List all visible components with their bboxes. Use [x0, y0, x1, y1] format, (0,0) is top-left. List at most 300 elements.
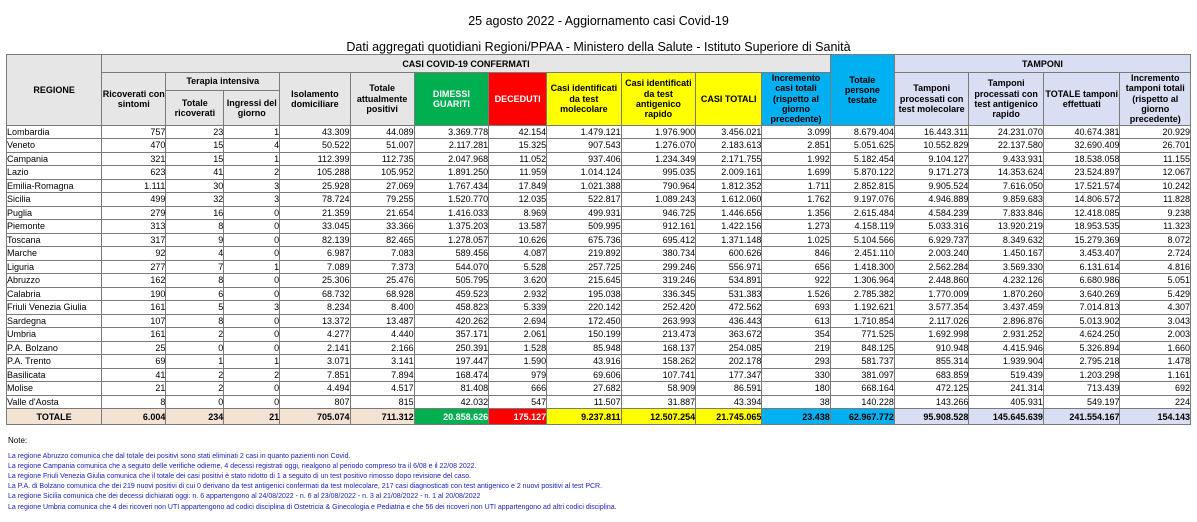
cell-value: 0: [224, 247, 280, 261]
cell-value: 7: [166, 260, 224, 274]
cell-value: 771.525: [830, 328, 894, 342]
cell-value: 3.640.269: [1043, 287, 1120, 301]
cell-value: 907.543: [547, 139, 622, 153]
cell-value: 161: [102, 301, 166, 315]
cell-value: 0: [224, 220, 280, 234]
cell-value: 41: [102, 368, 166, 382]
cell-value: 668.164: [830, 382, 894, 396]
cell-value: 1.767.434: [414, 179, 489, 193]
cell-value: 0: [224, 287, 280, 301]
cell-value: 2.141: [280, 341, 350, 355]
cell-regione: P.A. Bolzano: [7, 341, 102, 355]
cell-value: 177.347: [696, 368, 762, 382]
cell-value: 4.624.250: [1043, 328, 1120, 342]
cell-regione: Sicilia: [7, 193, 102, 207]
cell-value: 11.828: [1120, 193, 1191, 207]
cell-value: 14.353.624: [969, 166, 1044, 180]
cell-value: 2.724: [1120, 247, 1191, 261]
cell-value: 2: [166, 368, 224, 382]
cell-value: 472.125: [894, 382, 969, 396]
cell-total-value: 145.645.639: [969, 409, 1044, 425]
table-row: [7, 247, 1191, 261]
cell-value: 3.569.330: [969, 260, 1044, 274]
cell-value: 68.928: [350, 287, 414, 301]
cell-value: 27.069: [350, 179, 414, 193]
cell-value: 9.238: [1120, 206, 1191, 220]
cell-value: 4.158.119: [830, 220, 894, 234]
cell-value: 1: [224, 260, 280, 274]
cell-value: 32: [166, 193, 224, 207]
cell-total-value: 23.438: [762, 409, 830, 425]
cell-value: 8.679.404: [830, 125, 894, 139]
cell-value: 6.680.986: [1043, 274, 1120, 288]
cell-value: 656: [762, 260, 830, 274]
cell-regione: Abruzzo: [7, 274, 102, 288]
note-item: La regione Friuli Venezia Giulia comunica che il totale dei casi positivi è stato ridotto di 1 a seguito di un test positivo rimosso dopo revisione del caso.: [8, 473, 472, 481]
cell-value: 33.366: [350, 220, 414, 234]
cell-value: 21: [102, 382, 166, 396]
cell-value: 380.734: [621, 247, 696, 261]
cell-regione: Lombardia: [7, 125, 102, 139]
cell-value: 3: [224, 179, 280, 193]
cell-value: 519.439: [969, 368, 1044, 382]
cell-value: 2.061: [489, 328, 547, 342]
cell-value: 42.154: [489, 125, 547, 139]
cell-total-value: 711.312: [350, 409, 414, 425]
cell-value: 219.892: [547, 247, 622, 261]
cell-value: 910.948: [894, 341, 969, 355]
cell-value: 2.785.382: [830, 287, 894, 301]
table-row: [7, 179, 1191, 193]
cell-value: 846: [762, 247, 830, 261]
cell-value: 0: [224, 233, 280, 247]
cell-value: 1.161: [1120, 368, 1191, 382]
cell-value: 15: [166, 139, 224, 153]
cell-value: 11.155: [1120, 152, 1191, 166]
cell-regione: Emilia-Romagna: [7, 179, 102, 193]
cell-value: 38: [762, 395, 830, 409]
cell-value: 4.232.126: [969, 274, 1044, 288]
cell-value: 17.849: [489, 179, 547, 193]
cell-value: 25.928: [280, 179, 350, 193]
note-item: La P.A. di Bolzano comunica che dei 219 nuovi positivi di cui 0 derivano da test antigenici confermati da test molecolare, 217 casi diagnosticati con test antigenico e 2 nuovi positivi al test PCR.: [8, 483, 603, 491]
cell-value: 92: [102, 247, 166, 261]
cell-value: 1.528: [489, 341, 547, 355]
table-row: [7, 287, 1191, 301]
cell-value: 107.741: [621, 368, 696, 382]
cell-value: 4.440: [350, 328, 414, 342]
cell-value: 168.137: [621, 341, 696, 355]
cell-value: 4.816: [1120, 260, 1191, 274]
cell-value: 1.891.250: [414, 166, 489, 180]
cell-value: 215.645: [547, 274, 622, 288]
cell-value: 5.339: [489, 301, 547, 315]
cell-value: 26.701: [1120, 139, 1191, 153]
cell-value: 531.383: [696, 287, 762, 301]
cell-value: 1.306.964: [830, 274, 894, 288]
cell-value: 1.812.352: [696, 179, 762, 193]
cell-value: 3.620: [489, 274, 547, 288]
cell-value: 82.465: [350, 233, 414, 247]
cell-value: 1.014.124: [547, 166, 622, 180]
col-header-casi-test-molecolare: Casi identificati da test molecolare: [547, 73, 622, 126]
cell-value: 42.032: [414, 395, 489, 409]
cell-value: 0: [224, 395, 280, 409]
cell-value: 8.349.632: [969, 233, 1044, 247]
cell-value: 3: [224, 193, 280, 207]
cell-value: 1.976.900: [621, 125, 696, 139]
cell-value: 69.606: [547, 368, 622, 382]
table-row: [7, 125, 1191, 139]
cell-value: 499: [102, 193, 166, 207]
cell-value: 161: [102, 328, 166, 342]
cell-value: 317: [102, 233, 166, 247]
cell-value: 459.523: [414, 287, 489, 301]
cell-value: 0: [166, 395, 224, 409]
cell-value: 11.323: [1120, 220, 1191, 234]
cell-value: 1.870.260: [969, 287, 1044, 301]
cell-value: 2.183.613: [696, 139, 762, 153]
cell-value: 354: [762, 328, 830, 342]
cell-value: 20.929: [1120, 125, 1191, 139]
cell-value: 544.070: [414, 260, 489, 274]
cell-value: 13.372: [280, 314, 350, 328]
cell-total-value: 62.967.772: [830, 409, 894, 425]
cell-value: 44.089: [350, 125, 414, 139]
table-row: [7, 314, 1191, 328]
cell-total-value: 95.908.528: [894, 409, 969, 425]
group-header-terapia-intensiva: Terapia intensiva: [166, 73, 280, 91]
cell-value: 1: [224, 355, 280, 369]
cell-value: 14.806.572: [1043, 193, 1120, 207]
cell-value: 3.577.354: [894, 301, 969, 315]
cell-value: 1.590: [489, 355, 547, 369]
cell-value: 0: [224, 382, 280, 396]
cell-value: 0: [166, 341, 224, 355]
table-total-row: [7, 409, 1191, 425]
cell-value: 405.931: [969, 395, 1044, 409]
cell-value: 8: [102, 395, 166, 409]
cell-value: 18.538.058: [1043, 152, 1120, 166]
cell-value: 381.097: [830, 368, 894, 382]
cell-value: 3.099: [762, 125, 830, 139]
cell-value: 16.443.311: [894, 125, 969, 139]
cell-value: 1.276.070: [621, 139, 696, 153]
cell-regione: Toscana: [7, 233, 102, 247]
cell-value: 43.309: [280, 125, 350, 139]
cell-value: 2.562.284: [894, 260, 969, 274]
cell-value: 82.139: [280, 233, 350, 247]
cell-value: 257.725: [547, 260, 622, 274]
cell-value: 277: [102, 260, 166, 274]
cell-regione: Liguria: [7, 260, 102, 274]
cell-value: 470: [102, 139, 166, 153]
cell-value: 2.896.876: [969, 314, 1044, 328]
cell-value: 2.117.026: [894, 314, 969, 328]
col-header-tamponi-molecolare: Tamponi processati con test molecolare: [894, 73, 969, 126]
cell-value: 549.197: [1043, 395, 1120, 409]
table-row: [7, 395, 1191, 409]
cell-value: 162: [102, 274, 166, 288]
col-header-deceduti: DECEDUTI: [489, 73, 547, 126]
cell-value: 1.939.904: [969, 355, 1044, 369]
col-header-ricoverati-con-sintomi: Ricoverati con sintomi: [102, 73, 166, 126]
cell-value: 1.111: [102, 179, 166, 193]
cell-value: 2.003: [1120, 328, 1191, 342]
cell-value: 1.770.009: [894, 287, 969, 301]
cell-value: 1.089.243: [621, 193, 696, 207]
cell-value: 105.288: [280, 166, 350, 180]
cell-value: 112.399: [280, 152, 350, 166]
cell-value: 922: [762, 274, 830, 288]
cell-value: 2.047.968: [414, 152, 489, 166]
cell-total-value: 705.074: [280, 409, 350, 425]
cell-value: 8: [166, 314, 224, 328]
cell-value: 81.408: [414, 382, 489, 396]
cell-value: 2: [166, 382, 224, 396]
cell-value: 0: [224, 314, 280, 328]
cell-value: 7.894: [350, 368, 414, 382]
cell-value: 547: [489, 395, 547, 409]
cell-value: 995.035: [621, 166, 696, 180]
cell-value: 1.021.388: [547, 179, 622, 193]
cell-value: 2.451.110: [830, 247, 894, 261]
cell-value: 1.711: [762, 179, 830, 193]
cell-value: 16: [166, 206, 224, 220]
cell-value: 250.391: [414, 341, 489, 355]
cell-value: 33.045: [280, 220, 350, 234]
cell-value: 10.552.829: [894, 139, 969, 153]
cell-value: 5.104.566: [830, 233, 894, 247]
col-header-regione: REGIONE: [7, 55, 102, 126]
cell-value: 1.450.167: [969, 247, 1044, 261]
cell-value: 5: [166, 301, 224, 315]
cell-value: 69: [102, 355, 166, 369]
cell-value: 3.369.778: [414, 125, 489, 139]
cell-value: 534.891: [696, 274, 762, 288]
cell-value: 79.255: [350, 193, 414, 207]
cell-value: 1: [224, 152, 280, 166]
cell-value: 17.521.574: [1043, 179, 1120, 193]
cell-value: 4.584.239: [894, 206, 969, 220]
cell-value: 43.916: [547, 355, 622, 369]
cell-value: 581.737: [830, 355, 894, 369]
cell-value: 22.137.580: [969, 139, 1044, 153]
cell-value: 1: [166, 355, 224, 369]
cell-value: 1.479.121: [547, 125, 622, 139]
cell-value: 6.987: [280, 247, 350, 261]
cell-regione: Puglia: [7, 206, 102, 220]
cell-value: 7.851: [280, 368, 350, 382]
cell-value: 1.992: [762, 152, 830, 166]
cell-value: 790.964: [621, 179, 696, 193]
cell-value: 3.456.021: [696, 125, 762, 139]
cell-value: 15: [166, 152, 224, 166]
cell-value: 946.725: [621, 206, 696, 220]
cell-value: 1.418.300: [830, 260, 894, 274]
cell-total-value: 9.237.811: [547, 409, 622, 425]
cell-value: 3.071: [280, 355, 350, 369]
cell-value: 3.043: [1120, 314, 1191, 328]
col-header-tamponi-antigenico: Tamponi processati con test antigenico rapido: [969, 73, 1044, 126]
cell-value: 1.446.656: [696, 206, 762, 220]
cell-value: 2.166: [350, 341, 414, 355]
cell-value: 2.009.161: [696, 166, 762, 180]
cell-value: 213.473: [621, 328, 696, 342]
cell-total-label: TOTALE: [7, 409, 102, 425]
cell-value: 27.682: [547, 382, 622, 396]
col-header-casi-totali: CASI TOTALI: [696, 73, 762, 126]
table-row: [7, 206, 1191, 220]
cell-value: 319.246: [621, 274, 696, 288]
cell-value: 4.517: [350, 382, 414, 396]
cell-value: 8: [166, 220, 224, 234]
col-header-totale-attualmente-positivi: Totale attualmente positivi: [350, 73, 414, 126]
cell-value: 21.359: [280, 206, 350, 220]
cell-value: 1: [224, 125, 280, 139]
cell-total-value: 154.143: [1120, 409, 1191, 425]
cell-total-value: 20.858.626: [414, 409, 489, 425]
cell-regione: Basilicata: [7, 368, 102, 382]
cell-value: 12.067: [1120, 166, 1191, 180]
cell-total-value: 21.745.065: [696, 409, 762, 425]
cell-value: 472.562: [696, 301, 762, 315]
table-row: [7, 355, 1191, 369]
cell-value: 713.439: [1043, 382, 1120, 396]
cell-value: 1.660: [1120, 341, 1191, 355]
table-row: [7, 139, 1191, 153]
cell-value: 613: [762, 314, 830, 328]
cell-value: 436.443: [696, 314, 762, 328]
cell-value: 499.931: [547, 206, 622, 220]
cell-value: 1.612.060: [696, 193, 762, 207]
cell-value: 7.833.846: [969, 206, 1044, 220]
cell-regione: Calabria: [7, 287, 102, 301]
cell-value: 2: [224, 368, 280, 382]
cell-value: 168.474: [414, 368, 489, 382]
cell-value: 0: [224, 341, 280, 355]
cell-value: 31.887: [621, 395, 696, 409]
cell-value: 112.735: [350, 152, 414, 166]
cell-value: 25: [102, 341, 166, 355]
cell-value: 683.859: [894, 368, 969, 382]
cell-value: 10.626: [489, 233, 547, 247]
notes-title: Note:: [8, 436, 28, 446]
cell-value: 51.007: [350, 139, 414, 153]
cell-value: 43.394: [696, 395, 762, 409]
note-item: La regione Abruzzo comunica che dal totale dei positivi sono stati eliminati 2 casi in quanto pazienti non Covid.: [8, 452, 351, 460]
cell-value: 197.447: [414, 355, 489, 369]
cell-value: 1.203.298: [1043, 368, 1120, 382]
cell-value: 4.946.889: [894, 193, 969, 207]
cell-value: 855.314: [894, 355, 969, 369]
cell-regione: Piemonte: [7, 220, 102, 234]
cell-value: 150.199: [547, 328, 622, 342]
cell-total-value: 234: [166, 409, 224, 425]
page-subtitle: Dati aggregati quotidiani Regioni/PPAA - Ministero della Salute - Istituto Superiore di Sanità: [346, 40, 851, 54]
cell-value: 693: [762, 301, 830, 315]
cell-value: 172.450: [547, 314, 622, 328]
cell-value: 7.616.050: [969, 179, 1044, 193]
cell-value: 757: [102, 125, 166, 139]
cell-regione: Friuli Venezia Giulia: [7, 301, 102, 315]
cell-total-value: 175.127: [489, 409, 547, 425]
cell-value: 1.762: [762, 193, 830, 207]
cell-value: 50.522: [280, 139, 350, 153]
cell-value: 2: [166, 328, 224, 342]
cell-value: 937.406: [547, 152, 622, 166]
cell-value: 848.125: [830, 341, 894, 355]
cell-value: 0: [224, 328, 280, 342]
cell-value: 9.859.683: [969, 193, 1044, 207]
cell-value: 6.131.614: [1043, 260, 1120, 274]
cell-value: 13.487: [350, 314, 414, 328]
cell-value: 2.851: [762, 139, 830, 153]
cell-value: 912.161: [621, 220, 696, 234]
cell-value: 458.823: [414, 301, 489, 315]
cell-value: 2.795.218: [1043, 355, 1120, 369]
cell-value: 32.690.409: [1043, 139, 1120, 153]
table-row: [7, 220, 1191, 234]
table-row: [7, 152, 1191, 166]
cell-value: 522.817: [547, 193, 622, 207]
cell-value: 666: [489, 382, 547, 396]
cell-value: 11.507: [547, 395, 622, 409]
cell-value: 1.478: [1120, 355, 1191, 369]
cell-value: 107: [102, 314, 166, 328]
cell-value: 9.905.524: [894, 179, 969, 193]
table-row: [7, 233, 1191, 247]
cell-regione: Veneto: [7, 139, 102, 153]
cell-value: 2.615.484: [830, 206, 894, 220]
cell-value: 78.724: [280, 193, 350, 207]
cell-value: 8.400: [350, 301, 414, 315]
table-row: [7, 260, 1191, 274]
col-header-incremento-casi-totali: Incremento casi totali (rispetto al giorno precedente): [762, 73, 830, 126]
cell-value: 13.920.219: [969, 220, 1044, 234]
cell-value: 1.278.057: [414, 233, 489, 247]
notes-list: [8, 452, 1189, 513]
cell-value: 2.931.252: [969, 328, 1044, 342]
cell-value: 58.909: [621, 382, 696, 396]
cell-value: 4: [224, 139, 280, 153]
cell-value: 1.699: [762, 166, 830, 180]
cell-value: 4.087: [489, 247, 547, 261]
cell-value: 0: [224, 206, 280, 220]
cell-value: 11.052: [489, 152, 547, 166]
cell-value: 1.371.148: [696, 233, 762, 247]
cell-value: 623: [102, 166, 166, 180]
note-item: La regione Umbria comunica che 4 dei ricoveri non UTI appartengono ad codici disciplina di Ostetricia & Ginecologia e Pediatria e che 56 dei ricoveri non UTI appartengono ad altri codici disciplina.: [8, 503, 617, 511]
cell-value: 8.234: [280, 301, 350, 315]
table-body: [7, 125, 1191, 425]
cell-value: 7.083: [350, 247, 414, 261]
cell-total-value: 12.507.254: [621, 409, 696, 425]
cell-value: 1.422.156: [696, 220, 762, 234]
cell-value: 263.993: [621, 314, 696, 328]
cell-value: 299.246: [621, 260, 696, 274]
cell-value: 1.356: [762, 206, 830, 220]
cell-value: 1.526: [762, 287, 830, 301]
cell-value: 190: [102, 287, 166, 301]
col-header-ingressi-del-giorno: Ingressi del giorno: [224, 91, 280, 126]
cell-value: 509.995: [547, 220, 622, 234]
cell-value: 815: [350, 395, 414, 409]
col-header-totale-persone-testate: Totale persone testate: [830, 55, 894, 126]
cell-value: 4.307: [1120, 301, 1191, 315]
cell-value: 23: [166, 125, 224, 139]
note-item: La regione Campania comunica che a seguito delle verifiche odierne, 4 decessi registrati oggi, riealgono al periodo compreso tra il 6/08 e il 22/08 2022.: [8, 462, 477, 470]
